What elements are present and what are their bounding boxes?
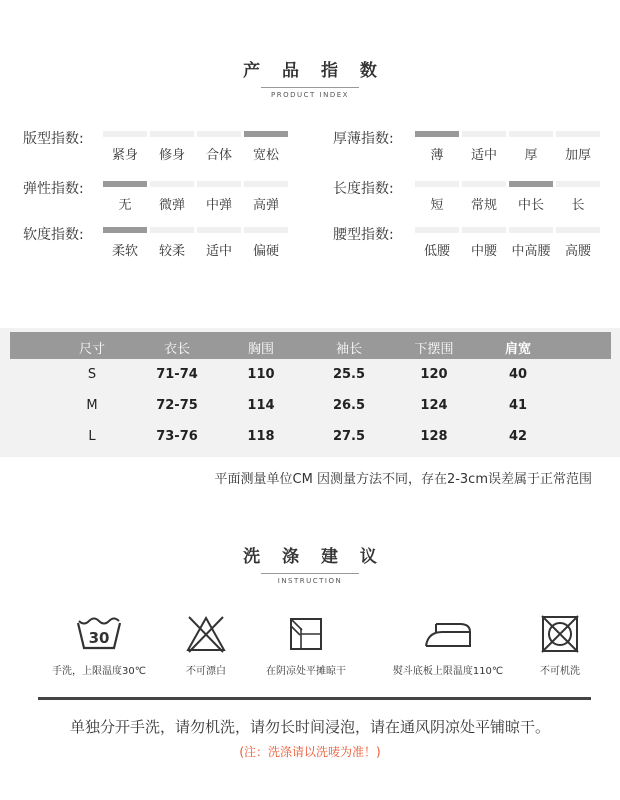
index-bar	[150, 181, 194, 187]
wash-temp-number: 30	[88, 629, 110, 647]
size-value-cell: 40	[508, 367, 528, 382]
index-option	[415, 227, 459, 259]
index-option	[244, 181, 288, 213]
size-value-cell: 110	[247, 367, 275, 382]
index-option-label: 中弹	[205, 198, 232, 213]
index-bar	[556, 227, 600, 233]
index-option-label: 较柔	[158, 244, 185, 259]
index-option	[103, 227, 147, 259]
title-rule	[261, 87, 359, 88]
index-option-label: 短	[430, 198, 444, 213]
size-header-cell: 肩宽	[504, 342, 531, 357]
index-option	[244, 131, 288, 163]
index-option	[197, 181, 241, 213]
size-value-cell: 118	[247, 429, 275, 444]
wash-item-no-machine-wash	[490, 612, 620, 677]
index-bar	[150, 227, 194, 233]
wash-instruction: 单独分开手洗，请勿机洗，请勿长时间浸泡，请在通风阴凉处平铺晾干。	[69, 718, 550, 736]
size-header-cell: 胸围	[247, 342, 274, 357]
divider	[38, 697, 591, 700]
index-option-label: 中高腰	[511, 244, 551, 259]
index-option-label: 薄	[430, 148, 444, 163]
index-label: 版型指数:	[23, 131, 84, 147]
index-option	[415, 131, 459, 163]
size-value-cell: 72-75	[156, 398, 198, 413]
index-option-label: 偏硬	[252, 244, 279, 259]
index-option	[556, 227, 600, 259]
index-option-label: 高弹	[252, 198, 279, 213]
index-option	[509, 131, 553, 163]
index-bar	[556, 131, 600, 137]
size-value-cell: 73-76	[156, 429, 198, 444]
index-bar	[462, 227, 506, 233]
size-table	[0, 328, 620, 457]
product-index-header	[0, 56, 620, 99]
index-option	[197, 227, 241, 259]
product-index-subtitle: PRODUCT INDEX	[271, 91, 349, 99]
index-option	[556, 181, 600, 213]
index-option-label: 长	[571, 198, 585, 213]
product-index-title: 产 品 指 数	[243, 61, 385, 81]
size-value-cell: 41	[508, 398, 528, 413]
size-value-cell: 114	[247, 398, 275, 413]
index-option-label: 无	[118, 198, 132, 213]
index-option	[462, 181, 506, 213]
index-option	[103, 181, 147, 213]
index-bar-selected	[509, 181, 553, 187]
index-label: 弹性指数:	[23, 181, 84, 197]
size-label-cell: L	[88, 429, 96, 444]
wash-tip: (注：洗涤请以洗唛为准！)	[239, 745, 381, 759]
index-bar	[556, 181, 600, 187]
index-scale	[415, 131, 600, 163]
index-option-label: 中腰	[470, 244, 497, 259]
measurement-note: 平面测量单位CM 因测量方法不同，存在2-3cm误差属于正常范围	[214, 472, 592, 487]
size-header-cell: 下摆围	[414, 342, 454, 357]
size-value-cell: 128	[420, 429, 448, 444]
index-scale	[103, 227, 288, 259]
index-scale	[415, 181, 600, 213]
index-option-label: 低腰	[423, 244, 450, 259]
index-bar-selected	[244, 131, 288, 137]
index-option-label: 厚	[524, 148, 538, 163]
index-option-label: 紧身	[111, 148, 138, 163]
wash-caption: 不可机洗	[540, 666, 580, 677]
size-value-cell: 25.5	[332, 367, 366, 382]
wash-caption: 手洗，上限温度30℃	[52, 666, 146, 677]
wash-subtitle: INSTRUCTION	[277, 577, 343, 585]
size-header-cell: 尺寸	[78, 342, 105, 357]
dry-flat-shade-icon	[236, 612, 376, 656]
title-rule	[261, 573, 359, 574]
index-option-label: 常规	[470, 198, 497, 213]
index-option-label: 修身	[158, 148, 185, 163]
index-option	[556, 131, 600, 163]
wash-caption: 熨斗底板上限温度110℃	[392, 666, 504, 677]
index-label: 长度指数:	[333, 181, 394, 197]
index-bar	[462, 181, 506, 187]
wash-caption: 在阴凉处平摊晾干	[266, 666, 346, 677]
index-bar	[244, 227, 288, 233]
index-bar	[415, 181, 459, 187]
index-bar	[197, 131, 241, 137]
index-option-label: 宽松	[252, 148, 279, 163]
index-option	[150, 227, 194, 259]
index-option-label: 加厚	[564, 148, 591, 163]
index-bar	[509, 131, 553, 137]
index-bar	[509, 227, 553, 233]
index-bar	[244, 181, 288, 187]
size-value-cell: 124	[420, 398, 448, 413]
index-option	[150, 131, 194, 163]
wash-header	[0, 542, 620, 585]
index-label: 厚薄指数:	[333, 131, 394, 147]
index-option-label: 中长	[517, 198, 544, 213]
size-value-cell: 42	[508, 429, 528, 444]
index-bar	[197, 181, 241, 187]
index-option	[197, 131, 241, 163]
size-label-cell: M	[86, 398, 98, 413]
size-value-cell: 27.5	[332, 429, 366, 444]
index-bar	[415, 227, 459, 233]
index-bar-selected	[103, 227, 147, 233]
index-option	[244, 227, 288, 259]
size-header-cell: 衣长	[163, 342, 190, 357]
size-value-cell: 26.5	[332, 398, 366, 413]
index-option	[509, 227, 553, 259]
index-option	[415, 181, 459, 213]
size-header-cell: 袖长	[335, 342, 362, 357]
index-label: 软度指数:	[23, 227, 84, 243]
index-option-label: 适中	[470, 148, 497, 163]
index-bar-selected	[415, 131, 459, 137]
index-option-label: 微弹	[158, 198, 185, 213]
index-option-label: 高腰	[564, 244, 591, 259]
index-bar	[103, 131, 147, 137]
wash-item-dry-flat	[236, 612, 376, 677]
index-option	[103, 131, 147, 163]
index-bar-selected	[103, 181, 147, 187]
no-machine-wash-icon	[490, 612, 620, 656]
index-option	[509, 181, 553, 213]
index-bar	[150, 131, 194, 137]
index-bar	[197, 227, 241, 233]
index-option	[462, 227, 506, 259]
size-value-cell: 120	[420, 367, 448, 382]
size-value-cell: 71-74	[156, 367, 198, 382]
index-scale	[103, 131, 288, 163]
wash-caption: 不可漂白	[186, 666, 226, 677]
index-option-label: 适中	[205, 244, 232, 259]
index-scale	[103, 181, 288, 213]
wash-title: 洗 涤 建 议	[243, 547, 385, 567]
index-label: 腰型指数:	[333, 227, 394, 243]
index-option	[462, 131, 506, 163]
index-option-label: 柔软	[111, 244, 138, 259]
index-scale	[415, 227, 600, 259]
size-label-cell: S	[87, 367, 97, 382]
index-bar	[462, 131, 506, 137]
index-option	[150, 181, 194, 213]
index-option-label: 合体	[205, 148, 232, 163]
